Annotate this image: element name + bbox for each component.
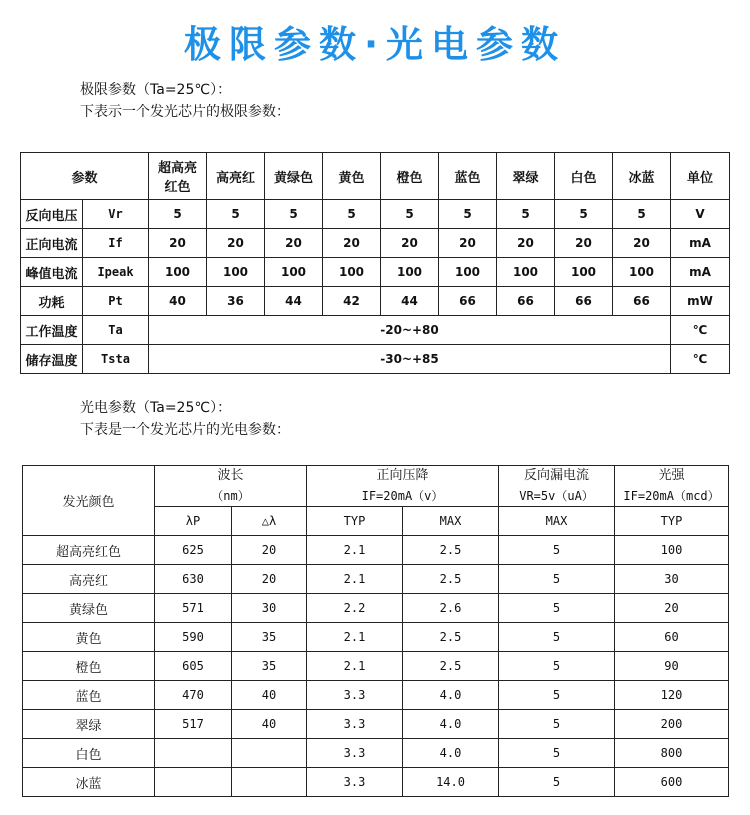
- table-row: [21, 287, 730, 316]
- cell: 20: [555, 229, 613, 258]
- cell: 100: [615, 536, 729, 565]
- cell: 20: [265, 229, 323, 258]
- cell: 100: [381, 258, 439, 287]
- cell: 2.1: [307, 623, 403, 652]
- header-group-sub: VR=5v（uA）: [519, 489, 594, 503]
- cell: 100: [497, 258, 555, 287]
- unit-cell: ℃: [671, 345, 730, 374]
- cell: 5: [499, 768, 615, 797]
- cell: 90: [615, 652, 729, 681]
- cell: 4.0: [403, 710, 499, 739]
- header-group-sub: （nm）: [211, 489, 250, 503]
- table-row: [21, 316, 730, 345]
- cell: 36: [207, 287, 265, 316]
- table-row: [23, 652, 729, 681]
- cell: 100: [439, 258, 497, 287]
- header-reverse-leakage: [499, 466, 615, 507]
- cell: 20: [149, 229, 207, 258]
- row-symbol: Ipeak: [83, 258, 149, 287]
- cell: [155, 739, 232, 768]
- cell: 3.3: [307, 739, 403, 768]
- header-emit-color: 发光颜色: [23, 466, 155, 536]
- optical-params-table: [22, 465, 729, 797]
- header-group-name: 反向漏电流: [524, 468, 590, 483]
- row-label: 超高亮红色: [23, 536, 155, 565]
- table-row: [23, 536, 729, 565]
- cell: 517: [155, 710, 232, 739]
- header-param: 参数: [21, 153, 149, 200]
- cell: 2.2: [307, 594, 403, 623]
- optical-params-heading: 光电参数（Ta=25℃）：: [80, 400, 232, 416]
- header-unit: 单位: [671, 153, 730, 200]
- cell: 100: [265, 258, 323, 287]
- header-luminous-intensity: [615, 466, 729, 507]
- table-row: [23, 594, 729, 623]
- cell: 590: [155, 623, 232, 652]
- cell: 66: [555, 287, 613, 316]
- cell: 42: [323, 287, 381, 316]
- header-color: 高亮红: [207, 153, 265, 200]
- cell: [155, 768, 232, 797]
- cell: 5: [381, 200, 439, 229]
- cell: 800: [615, 739, 729, 768]
- header-group-sub: IF=20mA（mcd）: [623, 489, 720, 503]
- header-color: 翠绿: [497, 153, 555, 200]
- cell: 14.0: [403, 768, 499, 797]
- cell: 100: [613, 258, 671, 287]
- subheader-cell: MAX: [499, 507, 615, 536]
- header-group-name: 正向压降: [376, 468, 429, 483]
- cell: 44: [265, 287, 323, 316]
- cell: 20: [615, 594, 729, 623]
- unit-cell: ℃: [671, 316, 730, 345]
- page-title: 极限参数·光电参数: [183, 23, 567, 66]
- unit-cell: mA: [671, 229, 730, 258]
- cell: 66: [497, 287, 555, 316]
- table-header-row: [21, 153, 730, 200]
- cell: 20: [497, 229, 555, 258]
- table-row: [21, 229, 730, 258]
- table-row: [23, 623, 729, 652]
- table-row: [23, 768, 729, 797]
- row-symbol: Pt: [83, 287, 149, 316]
- limit-params-table: [20, 152, 730, 374]
- cell: 2.1: [307, 536, 403, 565]
- cell: 5: [499, 710, 615, 739]
- cell: 5: [499, 565, 615, 594]
- cell: 30: [232, 594, 307, 623]
- cell: 30: [615, 565, 729, 594]
- cell: 20: [232, 565, 307, 594]
- cell: 3.3: [307, 768, 403, 797]
- row-label: 白色: [23, 739, 155, 768]
- cell: 20: [381, 229, 439, 258]
- table-row: [23, 739, 729, 768]
- cell: 5: [499, 594, 615, 623]
- cell: 100: [323, 258, 381, 287]
- row-label: 蓝色: [23, 681, 155, 710]
- cell: 5: [499, 623, 615, 652]
- cell: 5: [265, 200, 323, 229]
- cell: 40: [232, 710, 307, 739]
- cell: 5: [439, 200, 497, 229]
- table-row: [23, 681, 729, 710]
- row-symbol: Ta: [83, 316, 149, 345]
- cell: 605: [155, 652, 232, 681]
- table-row: [21, 258, 730, 287]
- cell: 4.0: [403, 739, 499, 768]
- cell: 20: [323, 229, 381, 258]
- cell: 2.5: [403, 565, 499, 594]
- cell: 20: [613, 229, 671, 258]
- unit-cell: V: [671, 200, 730, 229]
- cell: 100: [555, 258, 613, 287]
- cell: 5: [207, 200, 265, 229]
- cell: 5: [497, 200, 555, 229]
- cell: 625: [155, 536, 232, 565]
- cell: 2.5: [403, 623, 499, 652]
- cell: 66: [439, 287, 497, 316]
- row-symbol: If: [83, 229, 149, 258]
- header-color: 冰蓝: [613, 153, 671, 200]
- cell: 571: [155, 594, 232, 623]
- row-label: 反向电压: [21, 200, 83, 229]
- cell: 44: [381, 287, 439, 316]
- header-super-red: [149, 153, 207, 200]
- header-group-name: 光强: [658, 468, 685, 483]
- row-label: 高亮红: [23, 565, 155, 594]
- subheader-cell: TYP: [307, 507, 403, 536]
- row-label: 冰蓝: [23, 768, 155, 797]
- table-row: [21, 345, 730, 374]
- header-color: 橙色: [381, 153, 439, 200]
- row-label: 橙色: [23, 652, 155, 681]
- cell: 200: [615, 710, 729, 739]
- row-symbol: Vr: [83, 200, 149, 229]
- row-label: 正向电流: [21, 229, 83, 258]
- table-row: [21, 200, 730, 229]
- cell: 5: [149, 200, 207, 229]
- cell: 5: [555, 200, 613, 229]
- cell: 20: [207, 229, 265, 258]
- header-color: 蓝色: [439, 153, 497, 200]
- header-wavelength: [155, 466, 307, 507]
- cell: 2.1: [307, 652, 403, 681]
- cell: 3.3: [307, 681, 403, 710]
- cell: [232, 739, 307, 768]
- table-row: [23, 710, 729, 739]
- row-label: 黄色: [23, 623, 155, 652]
- optical-params-description: 下表是一个发光芯片的光电参数：: [80, 422, 290, 438]
- header-color: 白色: [555, 153, 613, 200]
- cell: 5: [323, 200, 381, 229]
- range-cell: -30~+85: [149, 345, 671, 374]
- subheader-cell: TYP: [615, 507, 729, 536]
- cell: 35: [232, 652, 307, 681]
- optical-params-intro: [80, 397, 290, 441]
- cell: 5: [499, 681, 615, 710]
- cell: 5: [499, 652, 615, 681]
- cell: 2.5: [403, 536, 499, 565]
- cell: 5: [499, 739, 615, 768]
- table-header-row: [23, 466, 729, 507]
- cell: 60: [615, 623, 729, 652]
- row-label: 储存温度: [21, 345, 83, 374]
- cell: 120: [615, 681, 729, 710]
- unit-cell: mA: [671, 258, 730, 287]
- subheader-cell: △λ: [232, 507, 307, 536]
- cell: 600: [615, 768, 729, 797]
- header-group-sub: IF=20mA（v）: [361, 489, 444, 503]
- row-label: 峰值电流: [21, 258, 83, 287]
- cell: 5: [613, 200, 671, 229]
- cell: [232, 768, 307, 797]
- cell: 5: [499, 536, 615, 565]
- cell: 20: [232, 536, 307, 565]
- row-label: 翠绿: [23, 710, 155, 739]
- header-color: 黄色: [323, 153, 381, 200]
- subheader-cell: MAX: [403, 507, 499, 536]
- row-label: 工作温度: [21, 316, 83, 345]
- cell: 4.0: [403, 681, 499, 710]
- limit-params-heading: 极限参数（Ta=25℃）：: [80, 82, 232, 98]
- cell: 2.5: [403, 652, 499, 681]
- header-group-name: 波长: [217, 468, 244, 483]
- table-row: [23, 565, 729, 594]
- range-cell: -20~+80: [149, 316, 671, 345]
- limit-params-intro: [80, 79, 290, 123]
- cell: 2.6: [403, 594, 499, 623]
- limit-params-description: 下表示一个发光芯片的极限参数：: [80, 104, 290, 120]
- cell: 40: [232, 681, 307, 710]
- row-label: 功耗: [21, 287, 83, 316]
- cell: 3.3: [307, 710, 403, 739]
- cell: 100: [149, 258, 207, 287]
- header-color: 黄绿色: [265, 153, 323, 200]
- row-label: 黄绿色: [23, 594, 155, 623]
- cell: 20: [439, 229, 497, 258]
- header-super-red-line1: 超高亮: [158, 161, 198, 176]
- cell: 35: [232, 623, 307, 652]
- cell: 100: [207, 258, 265, 287]
- header-forward-voltage: [307, 466, 499, 507]
- cell: 40: [149, 287, 207, 316]
- unit-cell: mW: [671, 287, 730, 316]
- cell: 470: [155, 681, 232, 710]
- cell: 66: [613, 287, 671, 316]
- cell: 630: [155, 565, 232, 594]
- row-symbol: Tsta: [83, 345, 149, 374]
- header-super-red-line2: 红色: [164, 180, 191, 195]
- subheader-cell: λP: [155, 507, 232, 536]
- cell: 2.1: [307, 565, 403, 594]
